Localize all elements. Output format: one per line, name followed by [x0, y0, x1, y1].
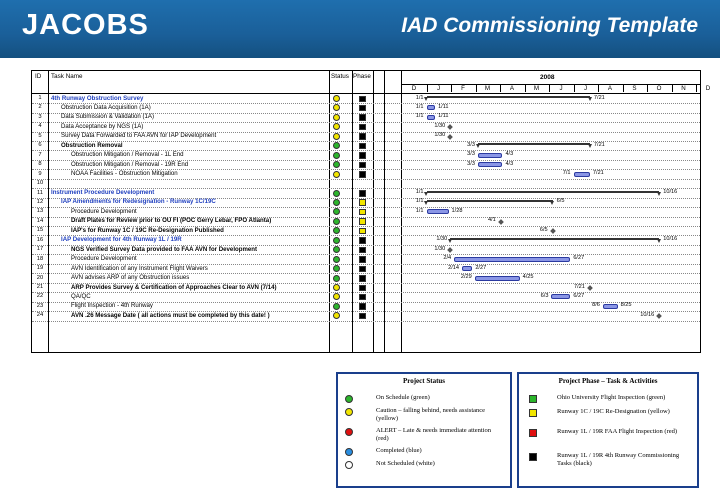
- phase-legend-swatch-red: [529, 429, 537, 437]
- month-divider: [549, 84, 550, 92]
- month-divider: [696, 84, 697, 92]
- task-id: 10: [36, 180, 44, 187]
- task-bar: [475, 276, 520, 281]
- status-legend-swatch-red: [345, 428, 353, 436]
- phase-legend-swatch-yellow: [529, 409, 537, 417]
- summary-end-cap: [588, 97, 592, 101]
- status-indicator-green: [333, 246, 340, 253]
- month-label: N: [681, 85, 686, 92]
- task-id: 8: [38, 161, 42, 168]
- status-indicator-green: [333, 227, 340, 234]
- phase-indicator-black: [359, 275, 366, 282]
- summary-start-cap: [424, 97, 428, 101]
- month-label: S: [632, 85, 637, 92]
- bar-end-label: 1/11: [438, 103, 449, 110]
- status-indicator-green: [333, 218, 340, 225]
- status-indicator-green: [333, 256, 340, 263]
- task-name: NGS Verified Survey Data provided to FAA AVN for Development: [71, 245, 258, 253]
- bar-start-label: 1/30: [436, 236, 448, 243]
- phase-indicator-yellow: [359, 218, 366, 225]
- task-id: 23: [36, 302, 44, 309]
- task-bar: [478, 153, 503, 158]
- month-label: J: [559, 85, 563, 92]
- phase-indicator-black: [359, 313, 366, 320]
- status-legend-label: Not Scheduled (white): [376, 460, 435, 467]
- status-indicator-yellow: [333, 104, 340, 111]
- task-name: Survey Data Forwarded to FAA AVN for IAP Development: [61, 132, 217, 140]
- status-indicator-green: [333, 275, 340, 282]
- task-id: 3: [38, 113, 42, 120]
- bar-start-label: 1/1: [415, 207, 424, 214]
- bar-end-label: 6/27: [573, 292, 585, 299]
- task-bar: [603, 304, 618, 309]
- bar-start-label: 3/3: [467, 141, 475, 148]
- col-header-id: ID: [35, 73, 42, 80]
- phase-indicator-black: [359, 294, 366, 301]
- phase-indicator-black: [359, 285, 366, 292]
- task-name: AVN Identification of any Instrument Flight Waivers: [71, 264, 208, 272]
- status-indicator-yellow: [333, 95, 340, 102]
- task-id: 19: [36, 265, 44, 272]
- summary-start-cap: [476, 144, 480, 148]
- summary-bar: [427, 200, 553, 202]
- bar-start-label: 2/4: [443, 255, 452, 262]
- task-bar: [462, 266, 472, 271]
- month-divider: [672, 84, 673, 92]
- status-indicator-green: [333, 265, 340, 272]
- phase-indicator-yellow: [359, 209, 366, 216]
- bar-start-label: 1/1: [415, 189, 424, 195]
- milestone-label: 10/16: [640, 311, 655, 318]
- month-label: J: [583, 85, 588, 92]
- task-id: 14: [36, 217, 44, 224]
- task-name: Flight Inspection - 4th Runway: [71, 302, 153, 310]
- month-label: J: [436, 85, 441, 92]
- month-divider: [623, 84, 624, 92]
- task-id: 18: [36, 255, 44, 262]
- bar-start-label: 1/1: [415, 113, 424, 120]
- task-bar: [427, 105, 436, 110]
- jacobs-logo: JACOBS: [22, 9, 149, 41]
- status-legend-label: ALERT – Late & needs immediate attention (red): [376, 427, 492, 442]
- phase-indicator-black: [359, 105, 366, 112]
- status-indicator-green: [333, 237, 340, 244]
- col-header-task: Task Name: [51, 73, 83, 80]
- header-banner: [0, 0, 720, 58]
- task-name: Obstruction Mitigation / Removal - 19R End: [71, 160, 189, 168]
- task-id: 6: [38, 142, 42, 149]
- bar-start-label: 7/1: [562, 170, 571, 177]
- bar-start-label: 2/29: [460, 274, 472, 281]
- col-header-status: Status: [331, 73, 349, 80]
- task-name: Obstruction Data Acquisition (1A): [61, 103, 151, 111]
- task-name: Obstruction Mitigation / Removal - 1L End: [71, 151, 184, 159]
- slide-title: IAD Commissioning Template: [401, 14, 698, 37]
- task-row[interactable]: [32, 311, 700, 321]
- task-name: NOAA Facilities - Obstruction Mitigation: [71, 170, 178, 178]
- bar-start-label: 3/3: [467, 160, 475, 167]
- task-id: 16: [36, 236, 44, 243]
- milestone-label: 1/30: [434, 245, 446, 252]
- task-name: AVN .26 Message Date ( all actions must be completed by this date! ): [71, 311, 270, 319]
- task-bar: [551, 294, 570, 299]
- task-id: 17: [36, 246, 44, 253]
- phase-legend-label: Runway 1C / 19C Re-Designation (yellow): [557, 408, 670, 415]
- bar-end-label: 10/16: [663, 189, 678, 195]
- phase-legend-swatch-green: [529, 395, 537, 403]
- phase-indicator-black: [359, 171, 366, 178]
- legend-status-title: Project Status: [402, 377, 446, 385]
- status-indicator-green: [333, 161, 340, 168]
- task-name: IAP Development for 4th Runway 1L / 19R: [61, 236, 182, 244]
- bar-start-label: 1/1: [415, 198, 424, 205]
- month-label: D: [705, 85, 711, 92]
- month-label: M: [484, 85, 491, 92]
- phase-indicator-black: [359, 190, 366, 197]
- phase-indicator-black: [359, 256, 366, 263]
- phase-indicator-yellow: [359, 228, 366, 235]
- task-id: 13: [36, 208, 44, 215]
- month-divider: [427, 84, 428, 92]
- task-id: 22: [36, 293, 44, 300]
- task-id: 7: [38, 151, 42, 158]
- task-name: Data Acceptance by NGS (1A): [61, 122, 144, 130]
- status-legend-swatch-yellow: [345, 408, 353, 416]
- milestone-label: 1/30: [434, 122, 446, 129]
- month-divider: [451, 84, 452, 92]
- legend-project-status: [336, 372, 512, 488]
- phase-indicator-black: [359, 162, 366, 169]
- status-indicator-green: [333, 199, 340, 206]
- bar-end-label: 6/27: [573, 255, 585, 262]
- task-id: 1: [38, 95, 42, 101]
- month-label: D: [411, 85, 417, 92]
- task-id: 21: [36, 284, 44, 290]
- status-indicator-green: [333, 208, 340, 215]
- task-name: QA/QC: [71, 292, 91, 300]
- gantt-chart: [31, 70, 711, 353]
- phase-indicator-black: [359, 266, 366, 273]
- milestone-label: 1/30: [434, 132, 446, 139]
- bar-start-label: 1/1: [415, 94, 424, 101]
- task-id: 24: [36, 312, 44, 319]
- phase-indicator-black: [359, 237, 366, 244]
- status-indicator-green: [333, 190, 340, 197]
- year-label: 2008: [540, 74, 555, 81]
- summary-end-cap: [657, 192, 661, 196]
- task-id: 12: [36, 198, 44, 205]
- status-indicator-yellow: [333, 284, 340, 291]
- milestone-label: 6/5: [539, 226, 548, 233]
- bar-end-label: 4/3: [505, 160, 514, 167]
- status-legend-swatch-blue: [345, 448, 353, 456]
- task-id: 2: [38, 104, 42, 111]
- summary-bar: [427, 96, 590, 98]
- task-id: 9: [38, 170, 42, 177]
- bar-end-label: 7/21: [593, 141, 605, 148]
- summary-bar: [478, 143, 590, 145]
- bar-end-label: 7/21: [592, 170, 604, 177]
- phase-indicator-black: [359, 133, 366, 140]
- phase-legend-swatch-black: [529, 453, 537, 461]
- bar-end-label: 10/16: [663, 236, 678, 243]
- bar-end-label: 1/28: [451, 207, 463, 214]
- task-name: Procedure Development: [71, 255, 137, 263]
- status-legend-label: Caution – falling behind, needs assistance (yellow): [376, 407, 486, 422]
- task-id: 4: [38, 123, 42, 130]
- task-name: IAP Amendments for Redesignation - Runway 1C/19C: [61, 198, 216, 206]
- task-id: 5: [38, 132, 42, 139]
- task-name: IAP's for Runway 1C / 19C Re-Designation Published: [71, 226, 224, 234]
- bar-end-label: 6/5: [556, 198, 565, 205]
- task-id: 20: [36, 274, 44, 281]
- task-bar: [574, 172, 590, 177]
- summary-bar: [450, 238, 659, 240]
- summary-bar: [427, 191, 660, 193]
- task-name: Draft Plates for Review prior to OU FI (POC Gerry Lebar, FPO Atlanta): [71, 217, 272, 225]
- bar-end-label: 7/21: [593, 94, 605, 101]
- task-bar: [454, 257, 570, 262]
- summary-start-cap: [424, 201, 428, 205]
- phase-indicator-black: [359, 303, 366, 310]
- status-indicator-yellow: [333, 114, 340, 121]
- month-label: M: [533, 85, 540, 92]
- task-name: AVN advises ARP of any Obstruction issues: [71, 274, 190, 282]
- summary-start-cap: [424, 192, 428, 196]
- milestone-label: 7/21: [574, 283, 585, 290]
- task-id: 11: [36, 189, 44, 196]
- phase-indicator-yellow: [359, 199, 366, 206]
- summary-start-cap: [448, 239, 452, 243]
- month-divider: [598, 84, 599, 92]
- task-bar: [427, 209, 449, 214]
- month-divider: [525, 84, 526, 92]
- bar-end-label: 4/25: [522, 274, 534, 281]
- phase-indicator-black: [359, 96, 366, 103]
- month-divider: [476, 84, 477, 92]
- status-indicator-yellow: [333, 312, 340, 319]
- phase-legend-label: Ohio University Flight Inspection (green): [557, 394, 666, 401]
- phase-indicator-black: [359, 143, 366, 150]
- status-indicator-yellow: [333, 133, 340, 140]
- status-indicator-yellow: [333, 171, 340, 178]
- task-name: 4th Runway Obstruction Survey: [51, 94, 144, 102]
- status-indicator-green: [333, 152, 340, 159]
- task-name: Procedure Development: [71, 207, 137, 215]
- status-legend-swatch-white: [345, 461, 353, 469]
- task-name: Instrument Procedure Development: [51, 189, 155, 196]
- status-legend-swatch-green: [345, 395, 353, 403]
- summary-end-cap: [657, 239, 661, 243]
- month-divider: [574, 84, 575, 92]
- task-bar: [478, 162, 503, 167]
- bar-end-label: 2/27: [475, 264, 487, 271]
- bar-start-label: 8/6: [592, 302, 600, 309]
- status-indicator-yellow: [333, 293, 340, 300]
- status-legend-label: On Schedule (green): [376, 394, 430, 401]
- summary-end-cap: [588, 144, 592, 148]
- status-indicator-yellow: [333, 123, 340, 130]
- phase-indicator-black: [359, 114, 366, 121]
- bar-end-label: 1/11: [438, 113, 449, 120]
- legend-phase-title: Project Phase – Task & Activities: [558, 377, 658, 385]
- bar-start-label: 3/3: [467, 151, 475, 158]
- task-bar: [427, 115, 436, 120]
- phase-legend-label: Runway 1L / 19R 4th Runway Commissioning Tasks (black): [557, 452, 680, 467]
- milestone-label: 4/1: [487, 217, 496, 224]
- bar-start-label: 2/14: [448, 264, 460, 271]
- summary-end-cap: [550, 201, 554, 205]
- bar-start-label: 1/1: [415, 103, 424, 110]
- bar-start-label: 6/3: [540, 292, 549, 299]
- gantt-header: [32, 71, 711, 94]
- month-label: A: [509, 85, 515, 92]
- task-name: Obstruction Removal: [61, 141, 123, 149]
- task-name: Data Submission & Validation (1A): [61, 113, 155, 121]
- bar-end-label: 8/25: [620, 302, 632, 309]
- col-header-phase: Phase: [353, 73, 371, 80]
- phase-indicator-black: [359, 124, 366, 131]
- month-label: O: [656, 85, 662, 92]
- month-label: A: [607, 85, 613, 92]
- month-label: F: [461, 85, 465, 92]
- phase-indicator-black: [359, 152, 366, 159]
- phase-legend-label: Runway 1L / 19R FAA Flight Inspection (red): [557, 428, 678, 435]
- bar-end-label: 4/3: [505, 151, 514, 158]
- month-divider: [500, 84, 501, 92]
- phase-indicator-black: [359, 247, 366, 254]
- legend-project-phase: [517, 372, 699, 488]
- status-indicator-green: [333, 142, 340, 149]
- status-legend-label: Completed (blue): [376, 447, 422, 454]
- month-divider: [647, 84, 648, 92]
- status-indicator-green: [333, 303, 340, 310]
- task-id: 15: [36, 227, 44, 234]
- task-name: ARP Provides Survey & Certification of Approaches Clear to AVN (7/14): [71, 283, 277, 291]
